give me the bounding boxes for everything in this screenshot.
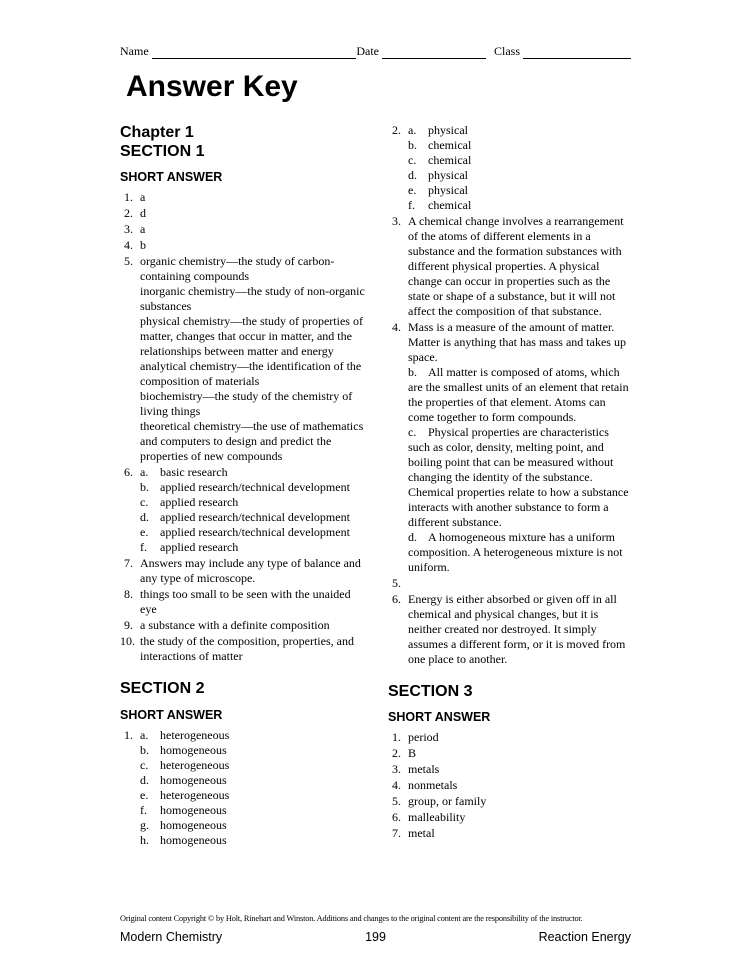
section-3-heading: SECTION 3 xyxy=(388,683,473,700)
answer-text: chemical xyxy=(428,138,472,152)
answer-line: a xyxy=(140,222,146,237)
answer-text: chemical xyxy=(428,153,472,167)
footer-chapter-title: Reaction Energy xyxy=(538,930,631,944)
answer-item xyxy=(120,634,366,664)
answer-number: 8. xyxy=(124,587,133,602)
answer-item xyxy=(120,728,366,848)
answer-item xyxy=(120,465,366,555)
class-label: Class xyxy=(493,44,520,58)
answer-text: physical xyxy=(428,168,468,182)
answer-sub-label: d. xyxy=(140,510,149,525)
footer-row xyxy=(120,930,631,944)
answer-line xyxy=(408,183,631,198)
content-columns xyxy=(120,123,631,914)
answer-content xyxy=(140,206,366,221)
section-1-short-answer-label: SHORT ANSWER xyxy=(120,170,223,185)
answer-sub-label: c. xyxy=(140,495,149,510)
chapter-heading: Chapter 1 xyxy=(120,124,194,141)
answer-line xyxy=(408,425,631,530)
answer-text: heterogeneous xyxy=(160,727,230,742)
answer-content xyxy=(408,592,631,667)
answer-content xyxy=(140,190,366,205)
page-title: Answer Key xyxy=(126,70,298,103)
answer-number: 3. xyxy=(392,762,401,777)
answer-sub-label: b. xyxy=(140,742,149,757)
answer-sub-label: a. xyxy=(140,727,149,742)
answer-item xyxy=(120,238,366,253)
answer-number: 1. xyxy=(124,727,133,742)
answer-content xyxy=(408,762,631,777)
answer-line xyxy=(140,803,366,818)
answer-item xyxy=(388,826,631,841)
answer-line xyxy=(408,153,631,168)
section-2-answer-list xyxy=(120,728,366,848)
answer-content xyxy=(140,238,366,253)
answer-sub-label: b. xyxy=(408,365,417,379)
answer-sub-label: b. xyxy=(408,138,417,152)
name-date-class-header xyxy=(120,44,631,59)
answer-content xyxy=(140,618,366,633)
answer-line xyxy=(408,168,631,183)
answer-sub-label: e. xyxy=(408,183,417,197)
answer-number: 4. xyxy=(392,320,401,334)
answer-line: Answers may include any type of balance and any type of microscope. xyxy=(140,556,361,586)
answer-sub-label: g. xyxy=(140,817,149,832)
answer-line xyxy=(140,510,366,525)
answer-number: 7. xyxy=(124,556,133,571)
answer-number: 1. xyxy=(124,190,133,205)
answer-text: homogeneous xyxy=(160,772,227,787)
answer-number: 4. xyxy=(124,238,133,253)
answer-line xyxy=(140,758,366,773)
answer-line: period xyxy=(408,730,439,745)
answer-line xyxy=(140,818,366,833)
footer-page-number: 199 xyxy=(365,930,386,944)
answer-line: a xyxy=(140,190,146,205)
answer-text: heterogeneous xyxy=(160,757,230,772)
answer-content xyxy=(408,778,631,793)
answer-number: 6. xyxy=(392,592,401,606)
answer-line: physical chemistry—the study of properties of matter, changes that occur in matter, and the relationships between matter and energy xyxy=(140,314,363,359)
answer-content xyxy=(408,794,631,809)
answer-content xyxy=(408,320,631,575)
date-blank-line xyxy=(382,46,486,59)
answer-sub-label: d. xyxy=(408,530,417,544)
copyright-notice: Original content Copyright © by Holt, Rinehart and Winston. Additions and changes to the original content are the responsibility of the instructor. xyxy=(120,914,583,923)
answer-line xyxy=(140,525,366,540)
answer-item xyxy=(388,320,631,575)
answer-text: heterogeneous xyxy=(160,787,230,802)
answer-content xyxy=(408,730,631,745)
answer-number: 1. xyxy=(392,730,401,745)
answer-sub-label: a. xyxy=(408,123,417,137)
answer-number: 7. xyxy=(392,826,401,841)
answer-line xyxy=(408,530,631,575)
answer-sub-label: d. xyxy=(140,772,149,787)
answer-item xyxy=(120,206,366,221)
section-3-answer-list xyxy=(388,730,631,841)
answer-line: B xyxy=(408,746,417,761)
answer-line xyxy=(140,743,366,758)
answer-line: theoretical chemistry—the use of mathematics and computers to design and predict the properties of new compounds xyxy=(140,419,364,464)
answer-content xyxy=(140,222,366,237)
name-label: Name xyxy=(120,44,149,58)
answer-line xyxy=(140,833,366,848)
answer-text: physical xyxy=(428,183,468,197)
answer-line: malleability xyxy=(408,810,466,825)
answer-sub-label: c. xyxy=(408,425,417,439)
answer-line xyxy=(408,123,631,138)
answer-text: homogeneous xyxy=(160,742,227,757)
answer-content xyxy=(408,826,631,841)
answer-item xyxy=(120,618,366,633)
answer-line xyxy=(408,198,631,213)
answer-item xyxy=(388,214,631,319)
answer-sub-label: d. xyxy=(408,168,417,182)
answer-line xyxy=(140,480,366,495)
class-blank-line xyxy=(523,46,631,59)
answer-text: basic research xyxy=(160,465,228,480)
answer-line: group, or family xyxy=(408,794,487,809)
answer-text: applied research xyxy=(160,495,239,510)
section-3-short-answer-label: SHORT ANSWER xyxy=(388,710,491,725)
section-1-answer-list xyxy=(120,190,366,664)
answer-content xyxy=(408,214,631,319)
answer-number: 9. xyxy=(124,618,133,633)
answer-line: A chemical change involves a rearrangement of the atoms of different elements in a xyxy=(408,214,624,243)
answer-line: biochemistry—the study of the chemistry of living things xyxy=(140,389,353,419)
answer-item xyxy=(388,746,631,761)
answer-content xyxy=(140,587,366,617)
answer-number: 2. xyxy=(392,746,401,761)
answer-line xyxy=(140,540,366,555)
answer-sub-label: h. xyxy=(140,832,149,847)
answer-item xyxy=(388,794,631,809)
answer-line xyxy=(140,773,366,788)
answer-sub-label: f. xyxy=(408,198,415,212)
section-1-heading: SECTION 1 xyxy=(120,143,205,161)
answer-text: applied research/technical development xyxy=(160,525,350,540)
answer-line: the study of the composition, properties, and interactions of matter xyxy=(140,634,354,664)
answer-sub-label: b. xyxy=(140,480,149,495)
answer-line: nonmetals xyxy=(408,778,458,793)
answer-content xyxy=(140,728,366,848)
answer-number: 2. xyxy=(124,206,133,221)
answer-number: 10. xyxy=(120,634,135,649)
answer-text: A homogeneous mixture has a uniform composition. A heterogeneous mixture is not uniform. xyxy=(408,530,623,574)
answer-number: 5. xyxy=(124,254,133,269)
name-blank-line xyxy=(152,46,357,59)
answer-item xyxy=(388,730,631,745)
answer-line: analytical chemistry—the identification of the composition of materials xyxy=(140,359,362,389)
answer-sub-label: f. xyxy=(140,802,147,817)
answer-item xyxy=(120,222,366,237)
answer-text: Physical properties are characteristics such as color, density, melting point, and boiling point that can be measured without changing the identity of the substance. Chemical properties relate to how a substance interacts with another substance to form a different substance. xyxy=(408,425,629,529)
answer-item xyxy=(388,810,631,825)
answer-line: substance and the formation substances with different physical properties. A physical change can occur in properties such as the state or shape of a substance, but it will not affect the composition of that substance. xyxy=(408,244,622,318)
date-label: Date xyxy=(356,44,379,58)
answer-content xyxy=(140,556,366,586)
answer-content xyxy=(408,576,631,591)
answer-content xyxy=(408,123,631,213)
answer-number: 2. xyxy=(392,123,401,137)
section-2-heading: SECTION 2 xyxy=(120,680,205,698)
answer-number: 3. xyxy=(392,214,401,228)
answer-item xyxy=(388,576,631,591)
answer-line: organic chemistry—the study of carbon-containing compounds xyxy=(140,254,335,284)
answer-sub-label: c. xyxy=(140,757,149,772)
answer-content xyxy=(140,465,366,555)
answer-line: a substance with a definite composition xyxy=(140,618,330,633)
answer-line xyxy=(140,495,366,510)
answer-line: b xyxy=(140,238,146,253)
answer-line: metals xyxy=(408,762,440,777)
answer-number: 4. xyxy=(392,778,401,793)
answer-item xyxy=(120,254,366,464)
answer-text: applied research/technical development xyxy=(160,480,350,495)
page-footer xyxy=(120,914,631,944)
footer-book-title: Modern Chemistry xyxy=(120,930,223,944)
answer-sub-label: c. xyxy=(408,153,417,167)
answer-item xyxy=(388,123,631,213)
answer-text: applied research/technical development xyxy=(160,510,350,525)
answer-item xyxy=(388,592,631,667)
answer-text: All matter is composed of atoms, which are the smallest units of an element that retain the properties of that element. Atoms can come together to form compounds. xyxy=(408,365,629,424)
answer-number: 6. xyxy=(124,465,133,480)
answer-line: metal xyxy=(408,826,435,841)
answer-content xyxy=(140,634,366,664)
answer-sub-label: e. xyxy=(140,787,149,802)
answer-line xyxy=(140,788,366,803)
answer-item xyxy=(120,556,366,586)
answer-number: 6. xyxy=(392,810,401,825)
answer-content xyxy=(140,254,366,464)
answer-line: d xyxy=(140,206,146,221)
answer-item xyxy=(120,587,366,617)
answer-number: 3. xyxy=(124,222,133,237)
answer-text: physical xyxy=(428,123,468,137)
answer-text: homogeneous xyxy=(160,832,227,847)
answer-line xyxy=(408,138,631,153)
answer-sub-label: e. xyxy=(140,525,149,540)
answer-number: 5. xyxy=(392,794,401,809)
answer-line: Energy is either absorbed or given off in all chemical and physical changes, but it is neither created nor destroyed. It simply assumes a different form, or it is moved from one place to another. xyxy=(408,592,626,666)
answer-number: 5. xyxy=(392,576,401,590)
answer-line: Mass is a measure of the amount of matter. Matter is anything that has mass and takes up space. xyxy=(408,320,626,364)
answer-line xyxy=(408,365,631,425)
answer-text: homogeneous xyxy=(160,817,227,832)
answer-text: chemical xyxy=(428,198,472,212)
section-2-short-answer-label: SHORT ANSWER xyxy=(120,707,223,722)
left-column xyxy=(120,123,366,914)
answer-item xyxy=(120,190,366,205)
answer-text: applied research xyxy=(160,540,239,555)
answer-line: things too small to be seen with the unaided eye xyxy=(140,587,351,617)
answer-content xyxy=(408,810,631,825)
right-column xyxy=(388,123,631,914)
answer-line xyxy=(140,465,366,480)
answer-item xyxy=(388,778,631,793)
answer-text: homogeneous xyxy=(160,802,227,817)
answer-line: inorganic chemistry—the study of non-organic substances xyxy=(140,284,365,314)
answer-content xyxy=(408,746,631,761)
answer-item xyxy=(388,762,631,777)
answer-sub-label: f. xyxy=(140,540,147,555)
answer-sub-label: a. xyxy=(140,465,149,480)
answer-line xyxy=(140,728,366,743)
section-2-answer-list-continued xyxy=(388,123,631,667)
